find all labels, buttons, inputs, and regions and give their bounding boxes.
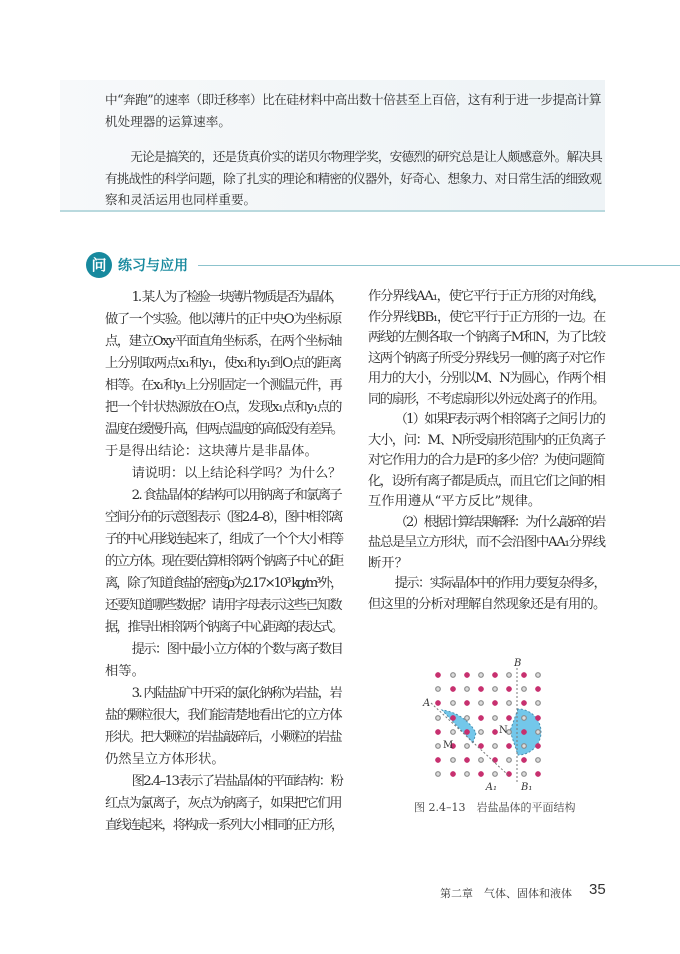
- sodium-ion: [436, 687, 441, 692]
- label-b1: B₁: [521, 782, 533, 793]
- label-a1: A₁: [485, 782, 497, 793]
- sodium-ion: [536, 758, 541, 763]
- text-line: 点，建立Oxy平面直角坐标系，在两个坐标轴: [105, 334, 341, 349]
- chloride-ion: [435, 729, 440, 734]
- text-line: 无论是搞笑的，还是货真价实的诺贝尔物理学奖，安德烈的研究总是让人颇感意外。解决具: [130, 149, 602, 164]
- sodium-ion: [493, 772, 498, 777]
- text-line: 互作用遵从“平方反比”规律。: [368, 494, 542, 509]
- text-line: 大小，问：M、N所受扇形范围内的正负离子: [368, 432, 605, 448]
- chloride-ion: [450, 771, 455, 776]
- chloride-ion: [435, 672, 440, 677]
- text-line: 断开？: [368, 555, 408, 571]
- label-n: N: [499, 725, 508, 736]
- section-title: 练习与应用: [118, 258, 188, 274]
- boundary-line-aa1: [431, 703, 508, 775]
- question-icon: 问: [86, 252, 112, 278]
- sodium-ion: [451, 673, 456, 678]
- chloride-ion: [506, 686, 511, 691]
- sodium-ion: [465, 772, 470, 777]
- chloride-ion: [535, 743, 540, 748]
- right-column: [368, 287, 604, 615]
- chloride-ion: [521, 672, 526, 677]
- sodium-ion: [451, 758, 456, 763]
- text-line: 同的扇形，不考虑扇形以外远处离子的作用。: [368, 391, 604, 407]
- sodium-ion: [493, 716, 498, 721]
- sector-m: [442, 710, 476, 743]
- chloride-ion: [464, 672, 469, 677]
- sodium-ion: [536, 701, 541, 706]
- text-line: 两线的左侧各取一个钠离子M和N，为了比较: [368, 330, 605, 345]
- text-line: 做了一个实验。他以薄片的正中央O为坐标原: [105, 312, 341, 327]
- text-line: 对它作用力的合力是F的多少倍？为使问题简: [368, 453, 604, 468]
- sodium-ion: [479, 673, 484, 678]
- sodium-ion: [536, 673, 541, 678]
- text-line: 2. 食盐晶体的结构可以用钠离子和氯离子: [131, 488, 341, 503]
- sodium-ion: [507, 758, 512, 763]
- sodium-ion: [465, 687, 470, 692]
- text-line: 盐的颗粒很大，我们能清楚地看出它的立方体: [105, 708, 341, 723]
- text-line: 形状。把大颗粒的岩盐敲碎后，小颗粒的岩盐: [105, 730, 341, 745]
- chloride-ion: [492, 729, 497, 734]
- reading-box: [60, 80, 605, 212]
- text-line: 还要知道哪些数据？请用字母表示这些已知数: [105, 598, 341, 613]
- text-line: 盐总是呈立方形状，而不会沿图中AA₁分界线: [368, 535, 605, 550]
- sodium-ion: [522, 687, 527, 692]
- sodium-ion: [451, 730, 456, 735]
- sodium-ion: [493, 687, 498, 692]
- chloride-ion: [535, 771, 540, 776]
- label-a: A: [423, 698, 431, 709]
- chloride-ion: [535, 686, 540, 691]
- figure-caption: 图 2.4–13 岩盐晶体的平面结构: [414, 801, 576, 814]
- sodium-ion: [465, 716, 470, 721]
- text-line: 把一个针状热源放在O点，发现x₁点和y₁点的: [105, 400, 342, 415]
- chloride-ion: [492, 700, 497, 705]
- chloride-ion: [450, 686, 455, 691]
- chloride-ion: [535, 715, 540, 720]
- sodium-ion: [493, 744, 498, 749]
- section-header: [86, 252, 680, 278]
- text-line: 提示：图中最小立方体的个数与离子数目: [131, 642, 343, 657]
- text-line: （1）如果F表示两个相邻离子之间引力的: [394, 412, 605, 427]
- text-line: 机处理器的运算速率。: [105, 113, 231, 129]
- sodium-ion: [436, 716, 441, 721]
- sodium-ion: [536, 730, 541, 735]
- text-line: 温度在缓慢升高，但两点温度的高低没有差异。: [105, 422, 343, 437]
- chloride-ion: [506, 715, 511, 720]
- text-line: 空间分布的示意图表示（图2.4–8），图中相邻离: [105, 510, 342, 525]
- sodium-ion: [507, 701, 512, 706]
- chloride-ion: [464, 729, 469, 734]
- chapter-title: 第二章 气体、固体和液体: [440, 887, 572, 900]
- sodium-ion: [436, 772, 441, 777]
- text-line: 但这里的分析对理解自然现象还是有用的。: [368, 596, 606, 612]
- label-b: B: [514, 658, 522, 669]
- text-line: 用力的大小，分别以M、N为圆心，作两个相: [368, 371, 605, 386]
- chloride-ion: [450, 715, 455, 720]
- chloride-ion: [506, 743, 511, 748]
- text-line: 1. 某人为了检验一块薄片物质是否为晶体，: [131, 290, 342, 305]
- sodium-ion: [522, 716, 527, 721]
- text-line: 的立方体。现在要估算相邻两个钠离子中心的距: [105, 554, 343, 569]
- sodium-ion: [479, 730, 484, 735]
- chloride-ion: [435, 700, 440, 705]
- text-line: 仍然呈立方体形状。: [105, 752, 225, 767]
- sodium-ion: [436, 744, 441, 749]
- header-divider: [198, 265, 680, 266]
- label-m: M: [443, 740, 454, 751]
- page-number: 35: [589, 881, 606, 898]
- text-line: 相等。: [105, 664, 145, 679]
- text-line: 离，除了知道食盐的密度ρ为2.17×10³ kg/m³外，: [105, 576, 342, 591]
- chloride-ion: [521, 700, 526, 705]
- text-line: 有挑战性的科学问题，除了扎实的理论和精密的仪器外，好奇心、想象力、对日常生活的细致观: [105, 170, 601, 186]
- text-line: 这两个钠离子所受分界线另一侧的离子对它作: [368, 350, 604, 366]
- text-line: 化，设所有离子都是质点，而且它们之间的相: [368, 473, 604, 489]
- sodium-ion: [451, 701, 456, 706]
- chloride-ion: [521, 729, 526, 734]
- text-line: 请说明：以上结论科学吗？为什么？: [131, 466, 342, 481]
- sodium-ion: [465, 744, 470, 749]
- text-line: 相等。在x₁和y₁上分别固定一个测温元件，再: [105, 378, 342, 393]
- chloride-ion: [435, 757, 440, 762]
- text-line: 红点为氯离子，灰点为钠离子，如果把它们用: [105, 796, 341, 811]
- text-line: 于是得出结论：这块薄片是非晶体。: [105, 444, 318, 459]
- left-column: [105, 287, 341, 837]
- sodium-ion: [479, 701, 484, 706]
- rock-salt-figure: [410, 655, 570, 797]
- text-line: 上分别取两点x₁和y₁，使x₁和y₁到O点的距离: [105, 356, 341, 371]
- text-line: 中“奔跑”的速率（即迁移率）比在硅材料中高出数十倍甚至上百倍，这有利于进一步提高计算: [105, 92, 601, 107]
- chloride-ion: [478, 715, 483, 720]
- text-line: 图2.4–13表示了岩盐晶体的平面结构：粉: [131, 774, 343, 789]
- text-line: 据，推导出相邻两个钠离子中心距离的表达式。: [105, 620, 343, 635]
- text-line: （2）根据计算结果解释：为什么敲碎的岩: [394, 514, 605, 530]
- sodium-ion: [522, 772, 527, 777]
- sodium-ion: [507, 673, 512, 678]
- chloride-ion: [478, 771, 483, 776]
- reading-text: [105, 89, 601, 211]
- chloride-ion: [478, 686, 483, 691]
- chloride-ion: [464, 757, 469, 762]
- sodium-ion: [479, 758, 484, 763]
- chloride-ion: [464, 700, 469, 705]
- text-line: 作分界线BB₁，使它平行于正方形的一边。在: [368, 309, 605, 325]
- text-line: 提示：实际晶体中的作用力要复杂得多，: [394, 576, 606, 591]
- text-line: 3. 内陆盐矿中开采的氯化钠称为岩盐，岩: [131, 686, 341, 701]
- text-line: 直线连起来，将构成一系列大小相同的正方形，: [105, 818, 343, 833]
- chloride-ion: [492, 672, 497, 677]
- chloride-ion: [521, 757, 526, 762]
- text-line: 子的中心用线连起来了，组成了一个个大小相等: [105, 532, 343, 547]
- sodium-ion: [522, 744, 527, 749]
- text-line: 作分界线AA₁，使它平行于正方形的对角线，: [368, 289, 605, 304]
- text-line: 察和灵活运用也同样重要。: [105, 192, 257, 207]
